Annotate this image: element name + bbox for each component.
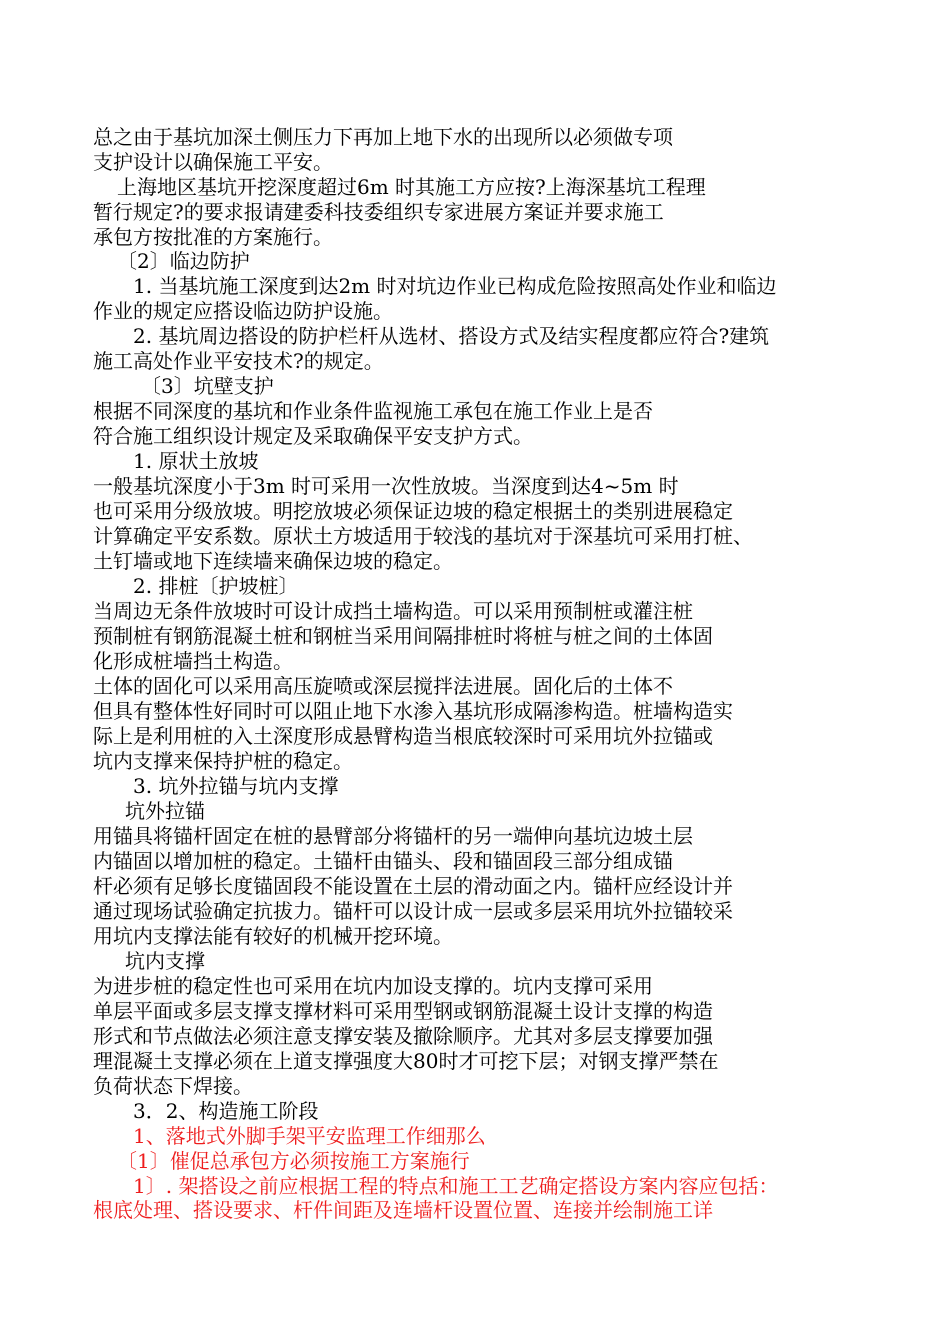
text-line-9: 2. 基坑周边搭设的防护栏杆从选材、搭设方式及结实程度都应符合?建筑 bbox=[133, 324, 770, 348]
sub-heading-3: 3. 坑外拉锚与坑内支撑 bbox=[133, 774, 339, 798]
text-line-30: 内锚固以增加桩的稳定。土锚杆由锚头、段和锚固段三部分组成锚 bbox=[93, 849, 673, 873]
red-heading-1: 1、落地式外脚手架平安监理工作细那么 bbox=[133, 1124, 486, 1148]
text-line-4: 暂行规定?的要求报请建委科技委组织专家进展方案证并要求施工 bbox=[93, 200, 664, 224]
text-line-18: 土钉墙或地下连续墙来确保边坡的稳定。 bbox=[93, 549, 453, 573]
text-line-20: 当周边无条件放坡时可设计成挡土墙构造。可以采用预制桩或灌注桩 bbox=[93, 599, 693, 623]
text-line-29: 用锚具将锚杆固定在桩的悬臂部分将锚杆的另一端伸向基坑边坡土层 bbox=[93, 824, 693, 848]
red-heading-2: 〔1〕催促总承包方必须按施工方案施行 bbox=[117, 1149, 470, 1173]
sub-heading-2: 2. 排桩〔护坡桩〕 bbox=[133, 574, 299, 598]
text-line-35: 为进步桩的稳定性也可采用在坑内加设支撑的。坑内支撑可采用 bbox=[93, 974, 653, 998]
text-line-26: 坑内支撑来保持护桩的稳定。 bbox=[93, 749, 353, 773]
sub-heading-1: 1. 原状土放坡 bbox=[133, 449, 259, 473]
sub-heading-support: 坑内支撑 bbox=[125, 949, 205, 973]
text-line-7: 1. 当基坑施工深度到达2m 时对坑边作业已构成危险按照高处作业和临边 bbox=[133, 274, 777, 298]
text-line-5: 承包方按批准的方案施行。 bbox=[93, 225, 333, 249]
text-line-15: 一般基坑深度小于3m 时可采用一次性放坡。当深度到达4~5m 时 bbox=[93, 474, 679, 498]
sub-heading-anchor: 坑外拉锚 bbox=[125, 799, 205, 823]
text-line-33: 用坑内支撑法能有较好的机械开挖环境。 bbox=[93, 924, 453, 948]
red-text-line-2: 根底处理、搭设要求、杆件间距及连墙杆设置位置、连接并绘制施工详 bbox=[93, 1198, 713, 1222]
section-heading-2: 〔2〕临边防护 bbox=[117, 249, 250, 273]
text-line-13: 符合施工组织设计规定及采取确保平安支护方式。 bbox=[93, 424, 533, 448]
text-line-32: 通过现场试验确定抗拔力。锚杆可以设计成一层或多层采用坑外拉锚较采 bbox=[93, 899, 733, 923]
text-line-21: 预制桩有钢筋混凝土桩和钢桩当采用间隔排桩时将桩与桩之间的土体固 bbox=[93, 624, 713, 648]
text-line-31: 杆必须有足够长度锚固段不能设置在土层的滑动面之内。锚杆应经设计并 bbox=[93, 874, 733, 898]
text-line-10: 施工高处作业平安技术?的规定。 bbox=[93, 349, 384, 373]
text-line-23: 土体的固化可以采用高压旋喷或深层搅拌法进展。固化后的土体不 bbox=[93, 674, 673, 698]
text-line-8: 作业的规定应搭设临边防护设施。 bbox=[93, 299, 393, 323]
red-text-line-1: 1〕. 架搭设之前应根据工程的特点和施工工艺确定搭设方案内容应包括： bbox=[133, 1174, 779, 1198]
text-line-1: 总之由于基坑加深土侧压力下再加上地下水的出现所以必须做专项 bbox=[93, 125, 673, 149]
text-line-38: 理混凝土支撑必须在上道支撑强度大80时才可挖下层；对钢支撑严禁在 bbox=[93, 1049, 719, 1073]
text-line-39: 负荷状态下焊接。 bbox=[93, 1074, 253, 1098]
section-heading-3-2: 3．2、构造施工阶段 bbox=[133, 1099, 319, 1123]
text-line-37: 形式和节点做法必须注意支撑安装及撤除顺序。尤其对多层支撑要加强 bbox=[93, 1024, 713, 1048]
text-line-25: 际上是利用桩的入土深度形成悬臂构造当根底较深时可采用坑外拉锚或 bbox=[93, 724, 713, 748]
text-line-22: 化形成桩墙挡土构造。 bbox=[93, 649, 293, 673]
text-line-17: 计算确定平安系数。原状土方坡适用于较浅的基坑对于深基坑可采用打桩、 bbox=[93, 524, 753, 548]
text-line-16: 也可采用分级放坡。明挖放坡必须保证边坡的稳定根据土的类别进展稳定 bbox=[93, 499, 733, 523]
section-heading-3: 〔3〕坑壁支护 bbox=[141, 374, 274, 398]
text-line-3: 上海地区基坑开挖深度超过6m 时其施工方应按?上海深基坑工程理 bbox=[117, 175, 706, 199]
text-line-36: 单层平面或多层支撑支撑材料可采用型钢或钢筋混凝土设计支撑的构造 bbox=[93, 999, 713, 1023]
text-line-24: 但具有整体性好同时可以阻止地下水渗入基坑形成隔渗构造。桩墙构造实 bbox=[93, 699, 733, 723]
text-line-12: 根据不同深度的基坑和作业条件监视施工承包在施工作业上是否 bbox=[93, 399, 653, 423]
text-line-2: 支护设计以确保施工平安。 bbox=[93, 150, 333, 174]
